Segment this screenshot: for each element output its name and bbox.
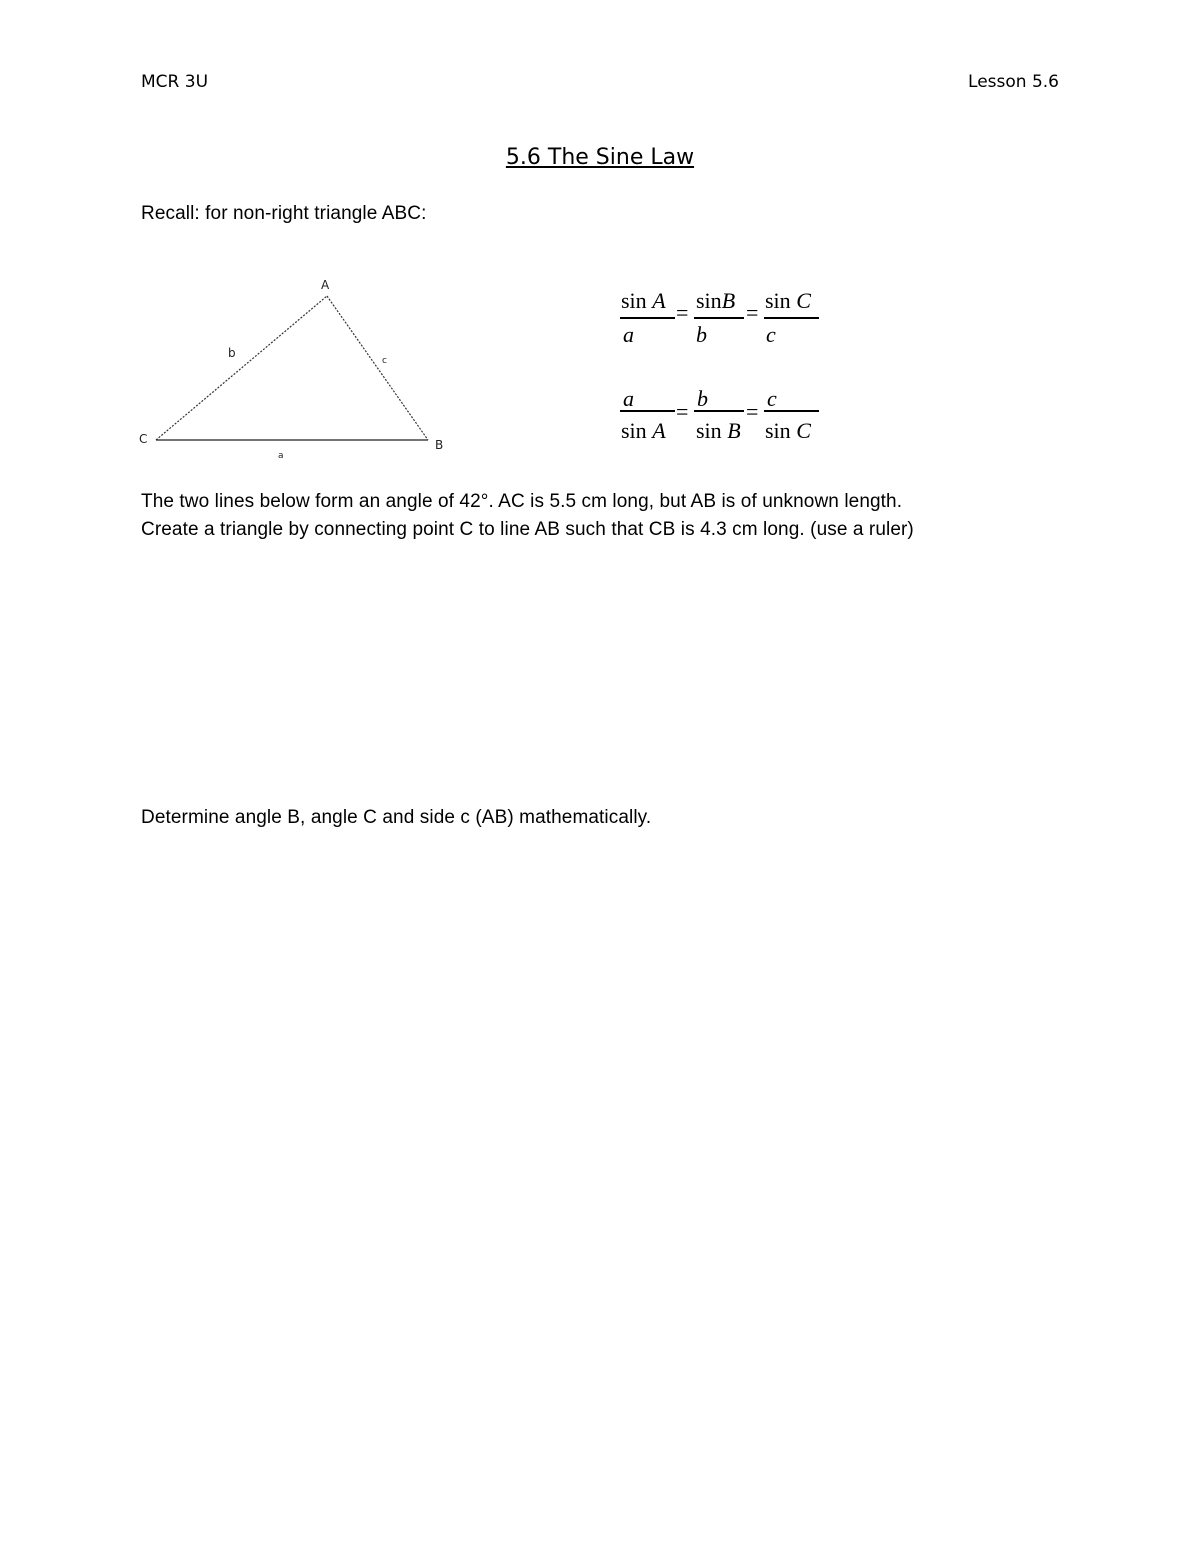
num-1: sin A <box>621 288 666 313</box>
den-1: a <box>623 322 634 347</box>
formula-ratio-sin-over-side <box>620 288 819 347</box>
num-3: sin C <box>765 288 811 313</box>
lesson-number: Lesson 5.6 <box>968 72 1059 92</box>
equals-sign: = <box>746 399 759 424</box>
side-b-line <box>156 296 327 440</box>
den-2: sin B <box>696 418 741 443</box>
den-3: c <box>766 322 776 347</box>
equals-sign: = <box>676 399 689 424</box>
den-3: sin C <box>765 418 811 443</box>
side-c-label: c <box>382 356 387 366</box>
page-title: 5.6 The Sine Law <box>505 145 695 170</box>
den-2: b <box>696 322 707 347</box>
num-1: a <box>623 386 634 411</box>
side-a-label: a <box>278 451 284 461</box>
formula-ratio-side-over-sin <box>620 386 819 443</box>
side-c-line <box>327 296 428 440</box>
num-3: c <box>767 386 777 411</box>
equals-sign: = <box>676 300 689 325</box>
instruction-line-1: The two lines below form an angle of 42°. AC is 5.5 cm long, but AB is of unknown length. <box>141 491 903 512</box>
den-1: sin A <box>621 418 666 443</box>
equals-sign: = <box>746 300 759 325</box>
vertex-a-label: A <box>321 278 330 292</box>
num-2: b <box>697 386 708 411</box>
task-text: Determine angle B, angle C and side c (AB) mathematically. <box>141 807 652 828</box>
triangle-diagram <box>130 268 460 468</box>
side-b-label: b <box>228 346 236 360</box>
course-code: MCR 3U <box>141 72 209 92</box>
vertex-c-label: C <box>139 432 148 446</box>
sine-law-formulas <box>612 280 832 445</box>
instruction-line-2: Create a triangle by connecting point C to line AB such that CB is 4.3 cm long. (use a ruler) <box>141 519 914 540</box>
vertex-b-label: B <box>435 438 444 452</box>
num-2: sinB <box>696 288 736 313</box>
recall-text: Recall: for non-right triangle ABC: <box>141 203 427 224</box>
